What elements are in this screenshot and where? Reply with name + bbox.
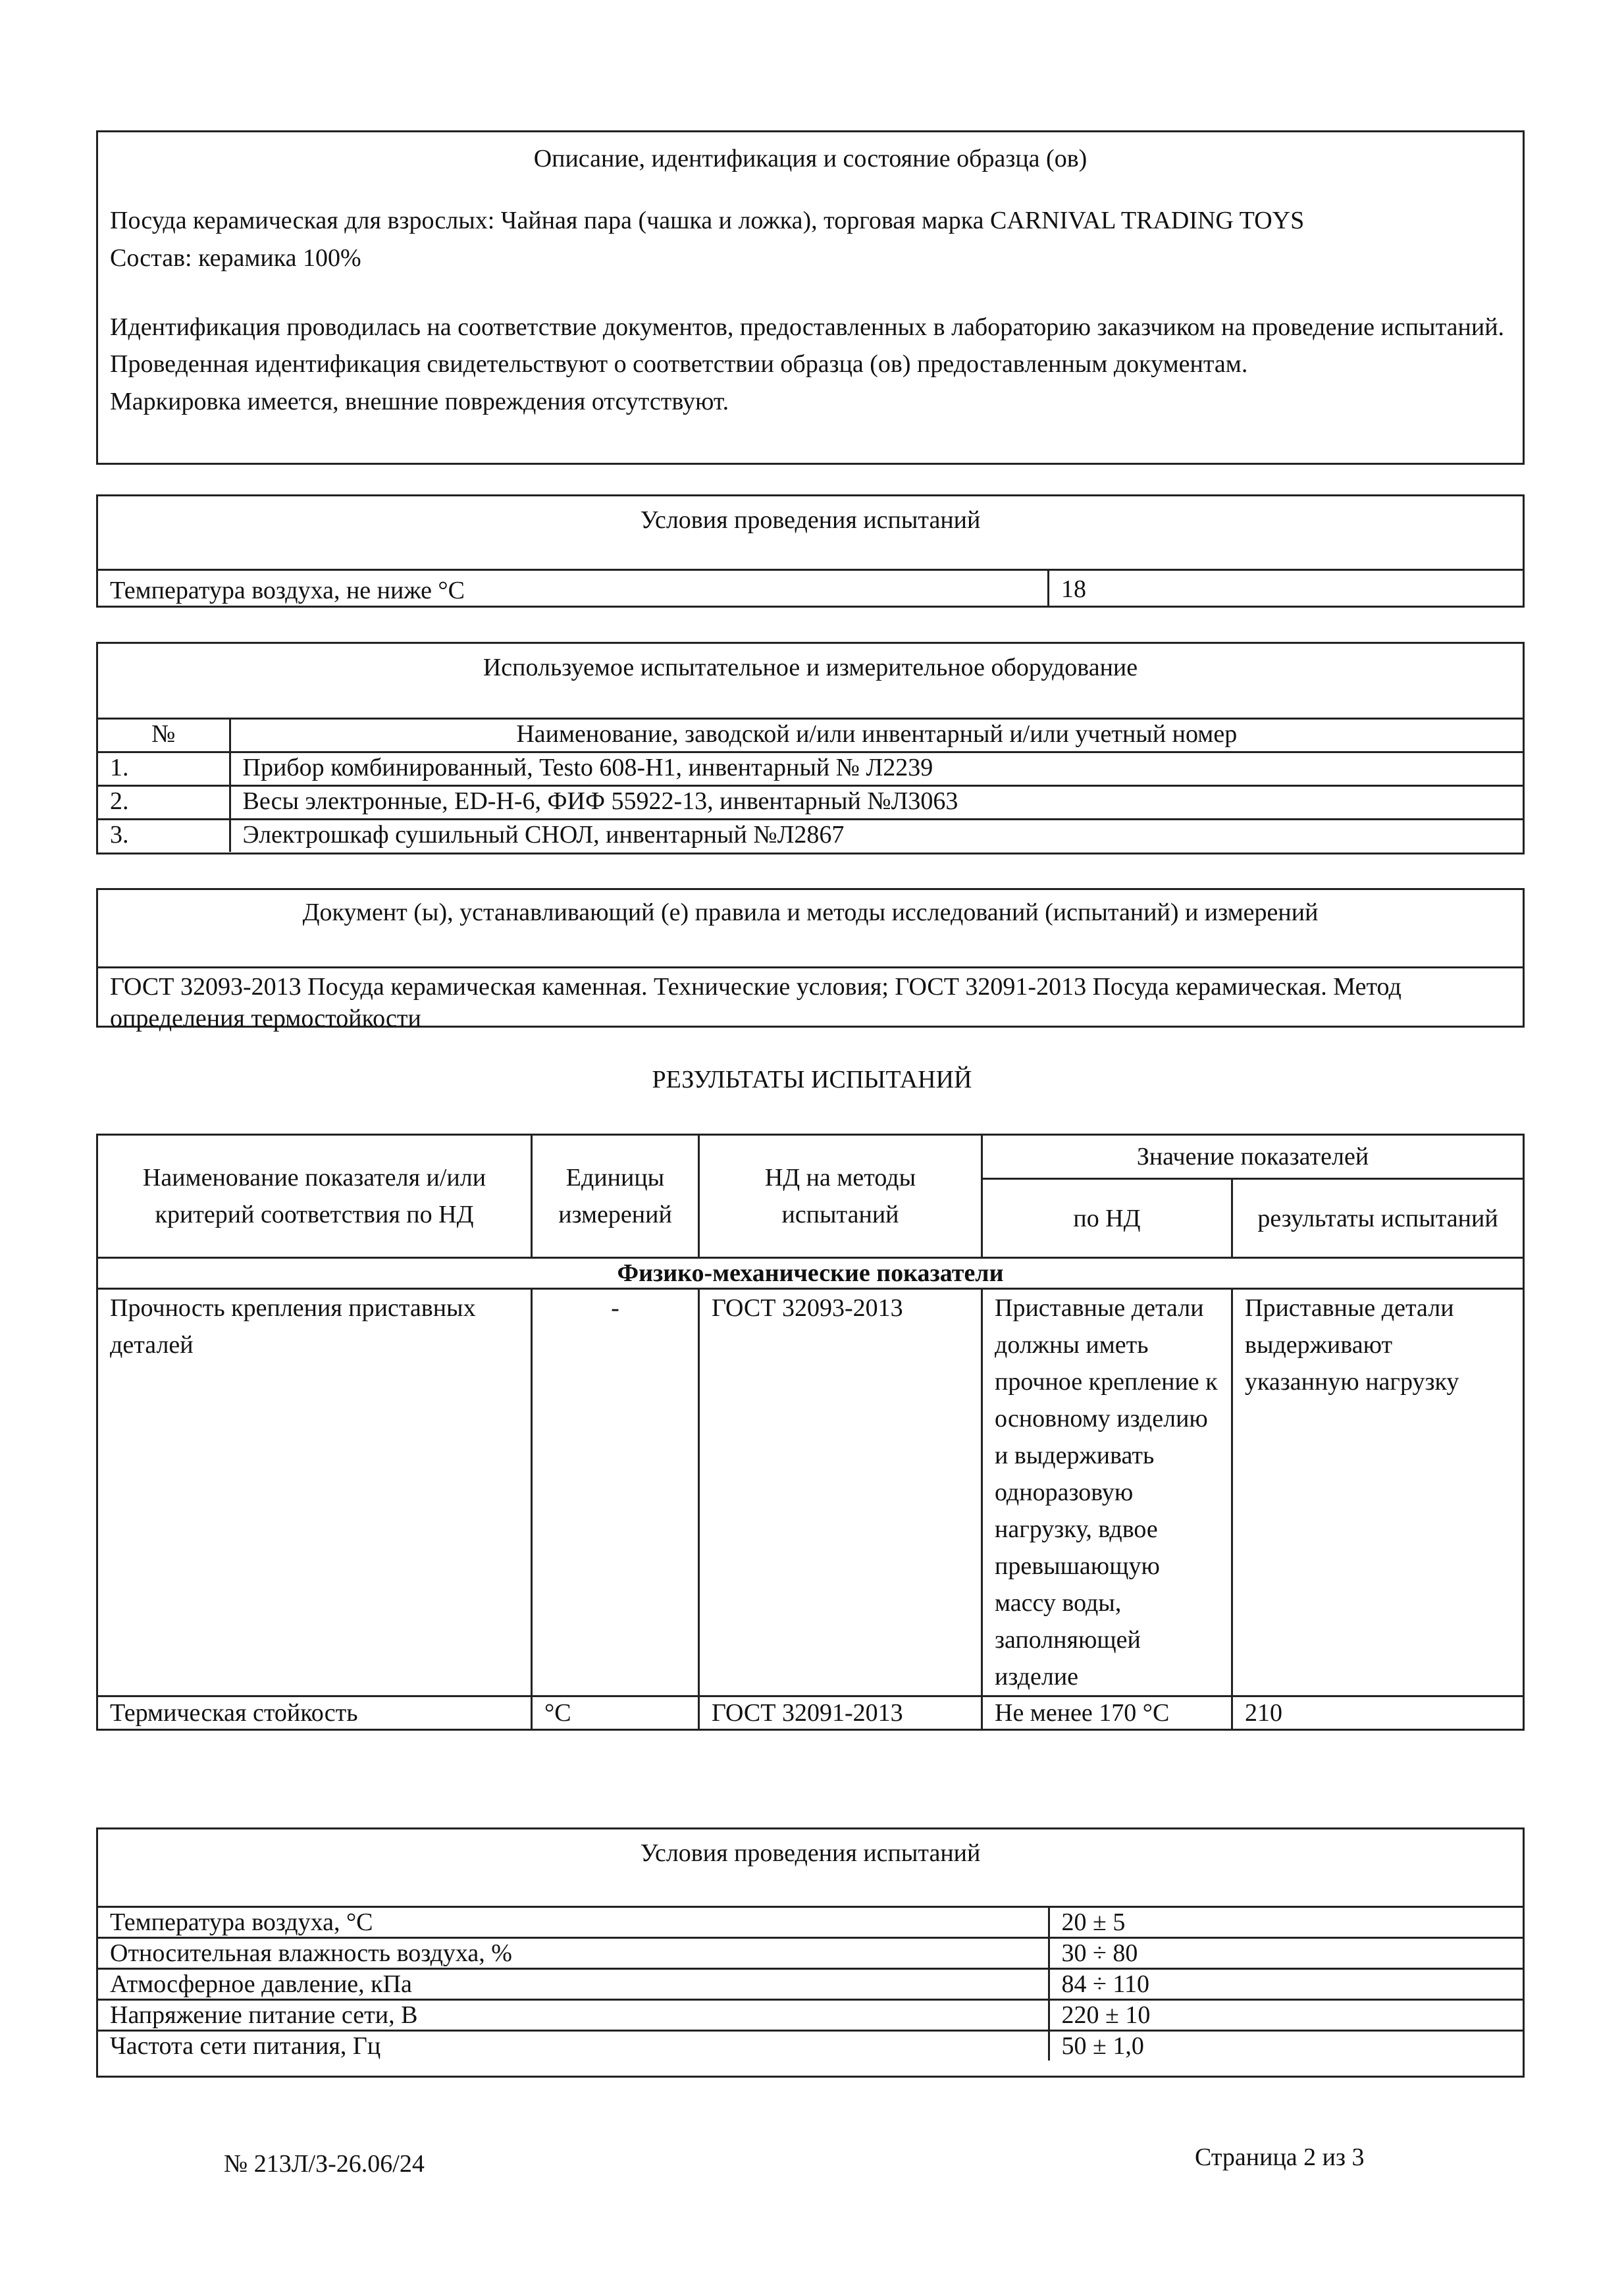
indicator-nd-value: Не менее 170 °С <box>982 1696 1232 1730</box>
condition-value: 50 ± 1,0 <box>1049 2031 1523 2061</box>
test-conditions-title: Условия проведения испытаний <box>640 506 981 534</box>
results-table <box>96 1134 1525 1731</box>
test-conditions-box <box>96 494 1525 608</box>
methods-documents-box <box>96 888 1525 1032</box>
table-row <box>98 786 1523 820</box>
equipment-table <box>98 718 1523 852</box>
condition-label: Относительная влажность воздуха, % <box>98 1938 1049 1969</box>
methods-documents-title: Документ (ы), устанавливающий (е) правила и методы исследований (испытаний) и измерений <box>98 894 1523 968</box>
equipment-number: 2. <box>98 786 230 820</box>
page-number: Страница 2 из 3 <box>1195 2143 1365 2171</box>
condition-value: 18 <box>1047 571 1508 608</box>
condition-value: 20 ± 5 <box>1049 1907 1523 1938</box>
table-header-row <box>98 719 1523 752</box>
condition-value: 30 ÷ 80 <box>1049 1938 1523 1969</box>
equipment-number: 3. <box>98 820 230 853</box>
condition-label: Частота сети питания, Гц <box>98 2031 1049 2061</box>
sample-description-title: Описание, идентификация и состояние образца (ов) <box>533 145 1087 172</box>
identification-text: Идентификация проводилась на соответствие документов, предоставленных в лабораторию заказчиком на проведение испытаний. <box>110 313 1505 341</box>
results-box <box>96 1134 1525 1796</box>
indicator-name: Прочность крепления приставных деталей <box>97 1289 532 1696</box>
test-conditions-box <box>96 1827 1525 2078</box>
table-row <box>98 752 1523 786</box>
indicator-result: 210 <box>1232 1696 1524 1730</box>
column-header-units: Единицы измерений <box>532 1135 699 1258</box>
table-header-row <box>97 1135 1524 1179</box>
table-row <box>98 820 1523 853</box>
document-number: № 213Л/З-26.06/24 <box>224 2150 425 2178</box>
table-row <box>97 1696 1524 1730</box>
condition-label: Напряжение питание сети, В <box>98 2000 1049 2031</box>
test-condition-row <box>98 569 1523 608</box>
methods-documents-text: ГОСТ 32093-2013 Посуда керамическая каменная. Технические условия; ГОСТ 32091-2013 Посуда керамическая. Метод определения термостойкости <box>110 973 1401 1032</box>
identification-result-text: Проведенная идентификация свидетельствуют о соответствии образца (ов) предоставленным документам. <box>110 350 1248 378</box>
indicator-units: °С <box>532 1696 699 1730</box>
table-row <box>98 1969 1523 2000</box>
table-row <box>98 1938 1523 1969</box>
condition-label: Температура воздуха, °С <box>98 1907 1049 1938</box>
equipment-name: Весы электронные, ED-H-6, ФИФ 55922-13, инвентарный №Л3063 <box>230 786 1523 820</box>
column-header-method: НД на методы испытаний <box>699 1135 982 1258</box>
sample-composition-line: Состав: керамика 100% <box>110 244 361 272</box>
table-row <box>98 2000 1523 2031</box>
section-title: Физико-механические показатели <box>97 1258 1524 1289</box>
column-header-values: Значение показателей <box>982 1135 1524 1179</box>
condition-value: 84 ÷ 110 <box>1049 1969 1523 2000</box>
sample-description-box <box>96 130 1525 465</box>
equipment-number: 1. <box>98 752 230 786</box>
condition-label: Атмосферное давление, кПа <box>98 1969 1049 2000</box>
equipment-name: Прибор комбинированный, Testo 608-H1, инвентарный № Л2239 <box>230 752 1523 786</box>
table-row <box>97 1289 1524 1696</box>
column-header-indicator: Наименование показателя и/или критерий соответствия по НД <box>97 1135 532 1258</box>
indicator-result: Приставные детали выдерживают указанную нагрузку <box>1232 1289 1524 1696</box>
column-header-result: результаты испытаний <box>1232 1179 1524 1258</box>
equipment-name: Электрошкаф сушильный СНОЛ, инвентарный №Л2867 <box>230 820 1523 853</box>
indicator-nd-value: Приставные детали должны иметь прочное крепление к основному изделию и выдерживать одноразовую нагрузку, вдвое превышающую массу воды, заполняющей изделие <box>982 1289 1232 1696</box>
indicator-name: Термическая стойкость <box>97 1696 532 1730</box>
condition-label: Температура воздуха, не ниже °С <box>110 577 465 604</box>
table-row <box>98 1907 1523 1938</box>
test-conditions-table <box>98 1906 1523 2061</box>
column-header-nd: по НД <box>982 1179 1232 1258</box>
column-header-number: № <box>98 719 230 752</box>
section-row <box>97 1258 1524 1289</box>
table-row <box>98 2031 1523 2061</box>
results-heading: РЕЗУЛЬТАТЫ ИСПЫТАНИЙ <box>652 1066 972 1093</box>
indicator-method: ГОСТ 32093-2013 <box>699 1289 982 1696</box>
indicator-method: ГОСТ 32091-2013 <box>699 1696 982 1730</box>
condition-value: 220 ± 10 <box>1049 2000 1523 2031</box>
equipment-title: Используемое испытательное и измерительное оборудование <box>483 654 1138 681</box>
indicator-units: - <box>532 1289 699 1696</box>
column-header-name: Наименование, заводской и/или инвентарный и/или учетный номер <box>230 719 1523 752</box>
test-conditions-title: Условия проведения испытаний <box>640 1839 981 1867</box>
equipment-box <box>96 642 1525 854</box>
sample-product-line: Посуда керамическая для взрослых: Чайная пара (чашка и ложка), торговая марка CARNIVAL TRADING TOYS <box>110 207 1305 234</box>
marking-text: Маркировка имеется, внешние повреждения отсутствуют. <box>110 388 729 415</box>
